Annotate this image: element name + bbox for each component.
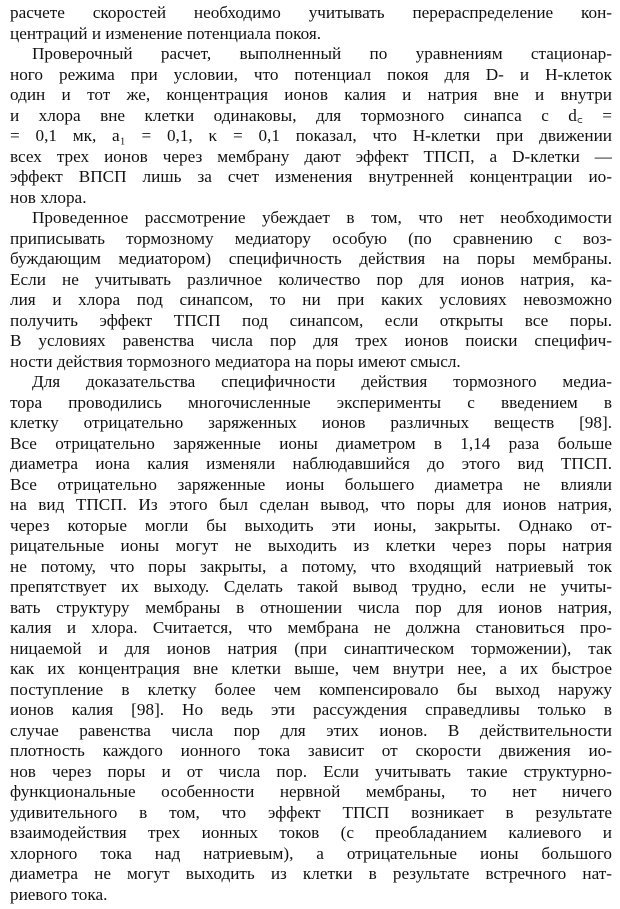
text-line: и хлора вне клетки одинаковы, для тормозного синапса с d꜀ = [10, 105, 612, 125]
text-line: взаимодействия трех ионных токов (с преобладанием калиевого и [10, 823, 612, 842]
text-line: Проведенное рассмотрение убеждает в том, что нет необходимости [32, 208, 612, 227]
text-line: = 0,1 мк, a₁ = 0,1, κ = 0,1 показал, что H-клетки при движении [10, 126, 612, 145]
text-line: через которые могли бы выходить эти ионы, закрыты. Однако от- [10, 515, 612, 535]
text-body [10, 3, 612, 905]
text-line: не потому, что поры закрыты, а потому, что входящий натриевый ток [10, 556, 612, 576]
text-line: приписывать тормозному медиатору особую (по сравнению с воз- [10, 228, 612, 248]
text-line: получить эффект ТПСП под синапсом, если открыты все поры. [10, 310, 612, 330]
text-line: хлорного тока над натриевым), а отрицательные ионы большого [10, 843, 612, 863]
text-line: функциональные особенности нервной мембраны, то нет ничего [10, 782, 612, 801]
text-line: буждающим медиатором) специфичность действия на поры мембраны. [10, 249, 612, 268]
text-line: Если не учитывать различное количество пор для ионов натрия, ка- [10, 269, 612, 289]
text-line: диаметра иона калия изменяли наблюдавшийся до этого вид ТПСП. [10, 454, 612, 473]
paragraph [10, 3, 612, 44]
text-line: Все отрицательно заряженные ионы большего диаметра не влияли [10, 474, 612, 494]
text-line: ионов калия [98]. Но ведь эти рассуждения справедливы только в [10, 700, 612, 719]
text-line: ного режима при условии, что потенциал покоя для D- и H-клеток [10, 64, 612, 84]
text-line: поступление в клетку более чем компенсировало бы выход наружу [10, 679, 612, 699]
paragraph [10, 372, 612, 905]
text-line: В условиях равенства числа пор для трех ионов поиски специфич- [10, 331, 612, 350]
text-line: клетку отрицательно заряженных ионов различных веществ [98]. [10, 413, 612, 432]
text-line: Проверочный расчет, выполненный по уравнениям стационар- [32, 44, 612, 63]
text-line: риевого тока. [10, 884, 108, 904]
text-line: ницаемой и для ионов натрия (при синаптическом торможении), так [10, 638, 612, 658]
text-line: Все отрицательно заряженные ионы диаметром в 1,14 раза больше [10, 433, 612, 453]
text-line: удивительного в том, что эффект ТПСП возникает в результате [10, 802, 612, 822]
text-line: нов через поры и от числа пор. Если учитывать такие структурно- [10, 761, 612, 781]
text-line: вать структуру мембраны в отношении числа пор для ионов натрия, [10, 597, 612, 617]
text-line: лия и хлора под синапсом, то ни при каких условиях невозможно [10, 290, 612, 309]
text-line: как их концентрация вне клетки выше, чем внутри нее, а их быстрое [10, 659, 612, 678]
text-line: эффект ВПСП лишь за счет изменения внутренней концентрации ио- [10, 167, 612, 186]
text-line: тора проводились многочисленные эксперименты с введением в [10, 392, 612, 412]
text-line: рицательные ионы могут не выходить из клетки через поры натрия [10, 536, 612, 555]
text-line: центраций и изменение потенциала покоя. [10, 23, 322, 43]
text-line: на вид ТПСП. Из этого был сделан вывод, что поры для ионов натрия, [10, 495, 612, 514]
text-line: препятствует их выходу. Сделать такой вывод трудно, если не учиты- [10, 577, 612, 596]
text-line: плотность каждого ионного тока зависит от скорости движения ио- [10, 741, 612, 760]
text-line: ности действия тормозного медиатора на поры имеют смысл. [10, 351, 461, 371]
paragraph [10, 208, 612, 372]
text-line: калия и хлора. Считается, что мембрана не должна становиться про- [10, 618, 612, 637]
text-line: диаметра не могут выходить из клетки в результате встречного нат- [10, 864, 612, 883]
text-line: случае равенства числа пор для этих ионов. В действительности [10, 720, 612, 740]
text-line: расчете скоростей необходимо учитывать перераспределение кон- [10, 3, 612, 22]
text-line: Для доказательства специфичности действия тормозного медиа- [32, 372, 612, 391]
text-line: нов хлора. [10, 187, 87, 207]
paragraph [10, 44, 612, 208]
text-line: всех трех ионов через мембрану дают эффект ТПСП, а D-клетки — [10, 146, 612, 166]
text-line: один и тот же, концентрация ионов калия и натрия вне и внутри [10, 85, 612, 104]
